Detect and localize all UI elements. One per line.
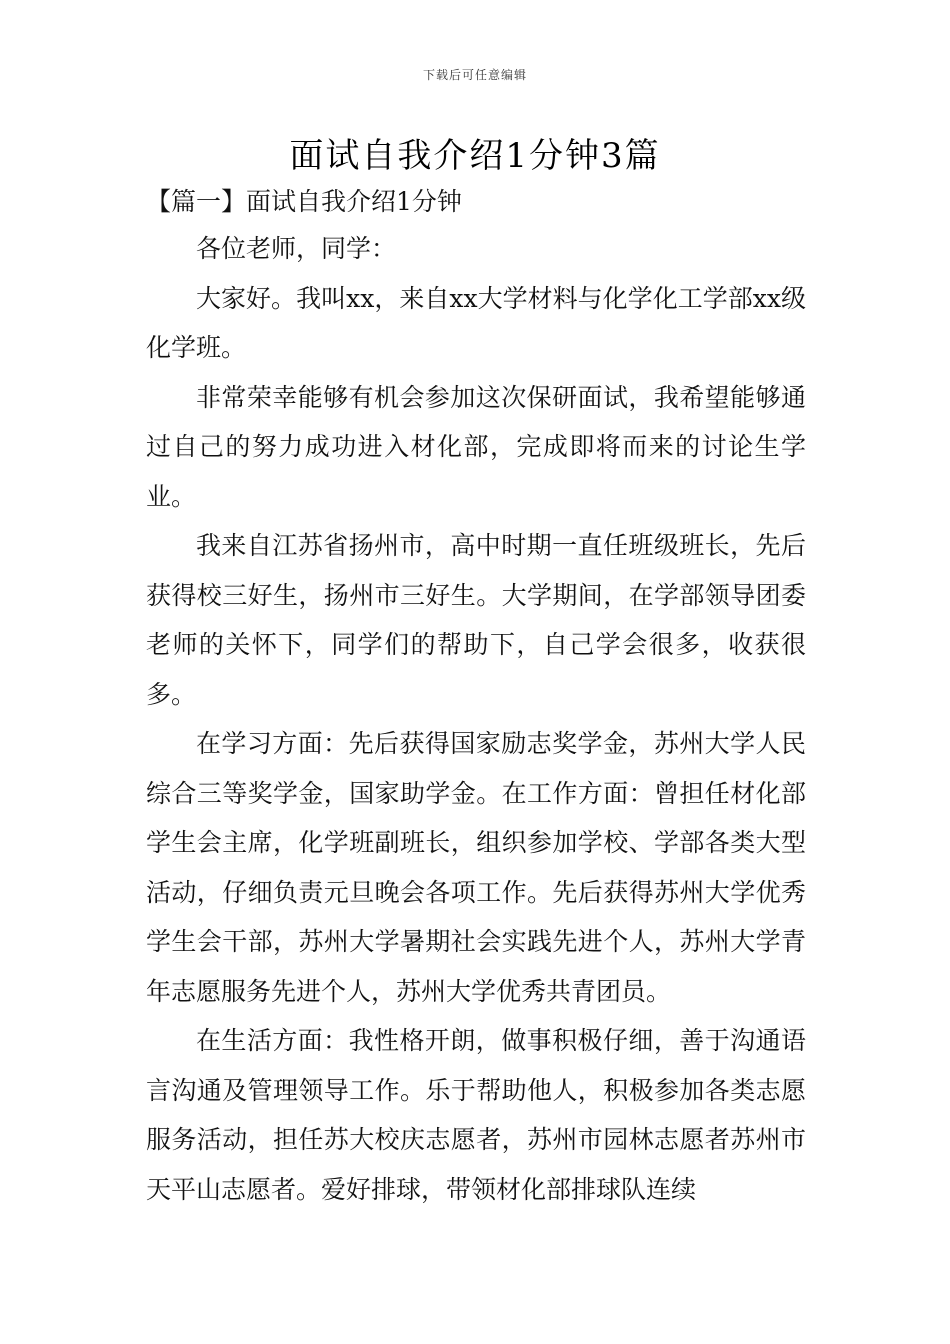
section-heading: 【篇一】面试自我介绍1分钟 [146, 187, 462, 216]
paragraph-study-and-work: 在学习方面：先后获得国家励志奖学金，苏州大学人民综合三等奖学金，国家助学金。在工作方面：曾担任材化部学生会主席，化学班副班长，组织参加学校、学部各类大型活动，仔细负责元旦晚会各项工作。先后获得苏州大学优秀学生会干部，苏州大学暑期社会实践先进个人，苏州大学青年志愿服务先进个人，苏州大学优秀共青团员。 [146, 729, 806, 1006]
paragraph-background: 我来自江苏省扬州市，高中时期一直任班级班长，先后获得校三好生，扬州市三好生。大学期间，在学部领导团委老师的关怀下，同学们的帮助下，自己学会很多，收获很多。 [146, 531, 806, 709]
paragraph-life: 在生活方面：我性格开朗，做事积极仔细，善于沟通语言沟通及管理领导工作。乐于帮助他人，积极参加各类志愿服务活动，担任苏大校庆志愿者，苏州市园林志愿者苏州市天平山志愿者。爱好排球，带领材化部排球队连续 [146, 1026, 806, 1204]
paragraph-motivation: 非常荣幸能够有机会参加这次保研面试，我希望能够通过自己的努力成功进入材化部，完成即将而来的讨论生学业。 [146, 382, 806, 511]
document-title: 面试自我介绍1分钟3篇 [289, 136, 661, 176]
paragraph-introduction: 大家好。我叫xx，来自xx大学材料与化学化工学部xx级化学班。 [146, 283, 806, 362]
header-note: 下载后可任意编辑 [422, 68, 527, 82]
document-body [146, 224, 806, 1214]
paragraph-greeting: 各位老师，同学： [196, 234, 397, 263]
